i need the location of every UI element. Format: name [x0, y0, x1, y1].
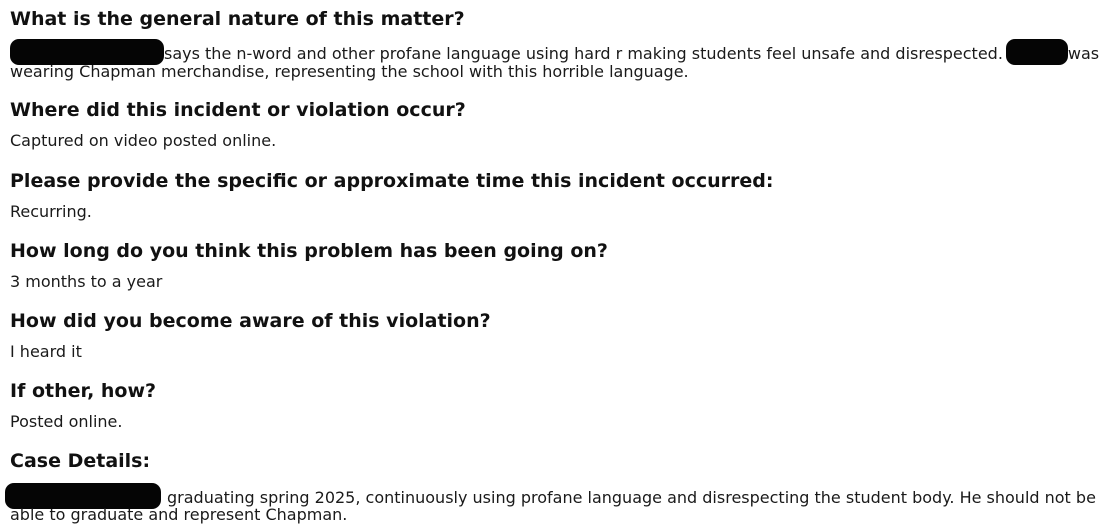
answer-duration: 3 months to a year: [10, 272, 163, 291]
question-awareness: How did you become aware of this violation?: [10, 310, 491, 332]
question-location: Where did this incident or violation occur?: [10, 99, 466, 121]
answer-text: says the n-word and other profane language using hard r making students feel unsafe and disrespected.: [164, 44, 1003, 63]
answer-if-other: Posted online.: [10, 412, 123, 431]
answer-line: able to graduate and represent Chapman.: [10, 505, 348, 524]
question-if-other: If other, how?: [10, 380, 157, 402]
question-time: Please provide the specific or approximate time this incident occurred:: [10, 170, 774, 192]
answer-time: Recurring.: [10, 202, 92, 221]
answer-general-nature: [10, 38, 1104, 82]
answer-location: Captured on video posted online.: [10, 131, 277, 150]
question-general-nature: What is the general nature of this matter?: [10, 8, 465, 30]
question-duration: How long do you think this problem has been going on?: [10, 240, 608, 262]
answer-text: graduating spring 2025, continuously using profane language and disrespecting the student body. He should not be: [167, 488, 1096, 507]
answer-text: was: [1067, 44, 1100, 63]
answer-case-details: [10, 481, 1104, 527]
question-case-details: Case Details:: [10, 450, 151, 472]
answer-line: wearing Chapman merchandise, representing the school with this horrible language.: [10, 62, 689, 81]
redaction-bar: [1006, 39, 1068, 65]
answer-awareness: I heard it: [10, 342, 82, 361]
